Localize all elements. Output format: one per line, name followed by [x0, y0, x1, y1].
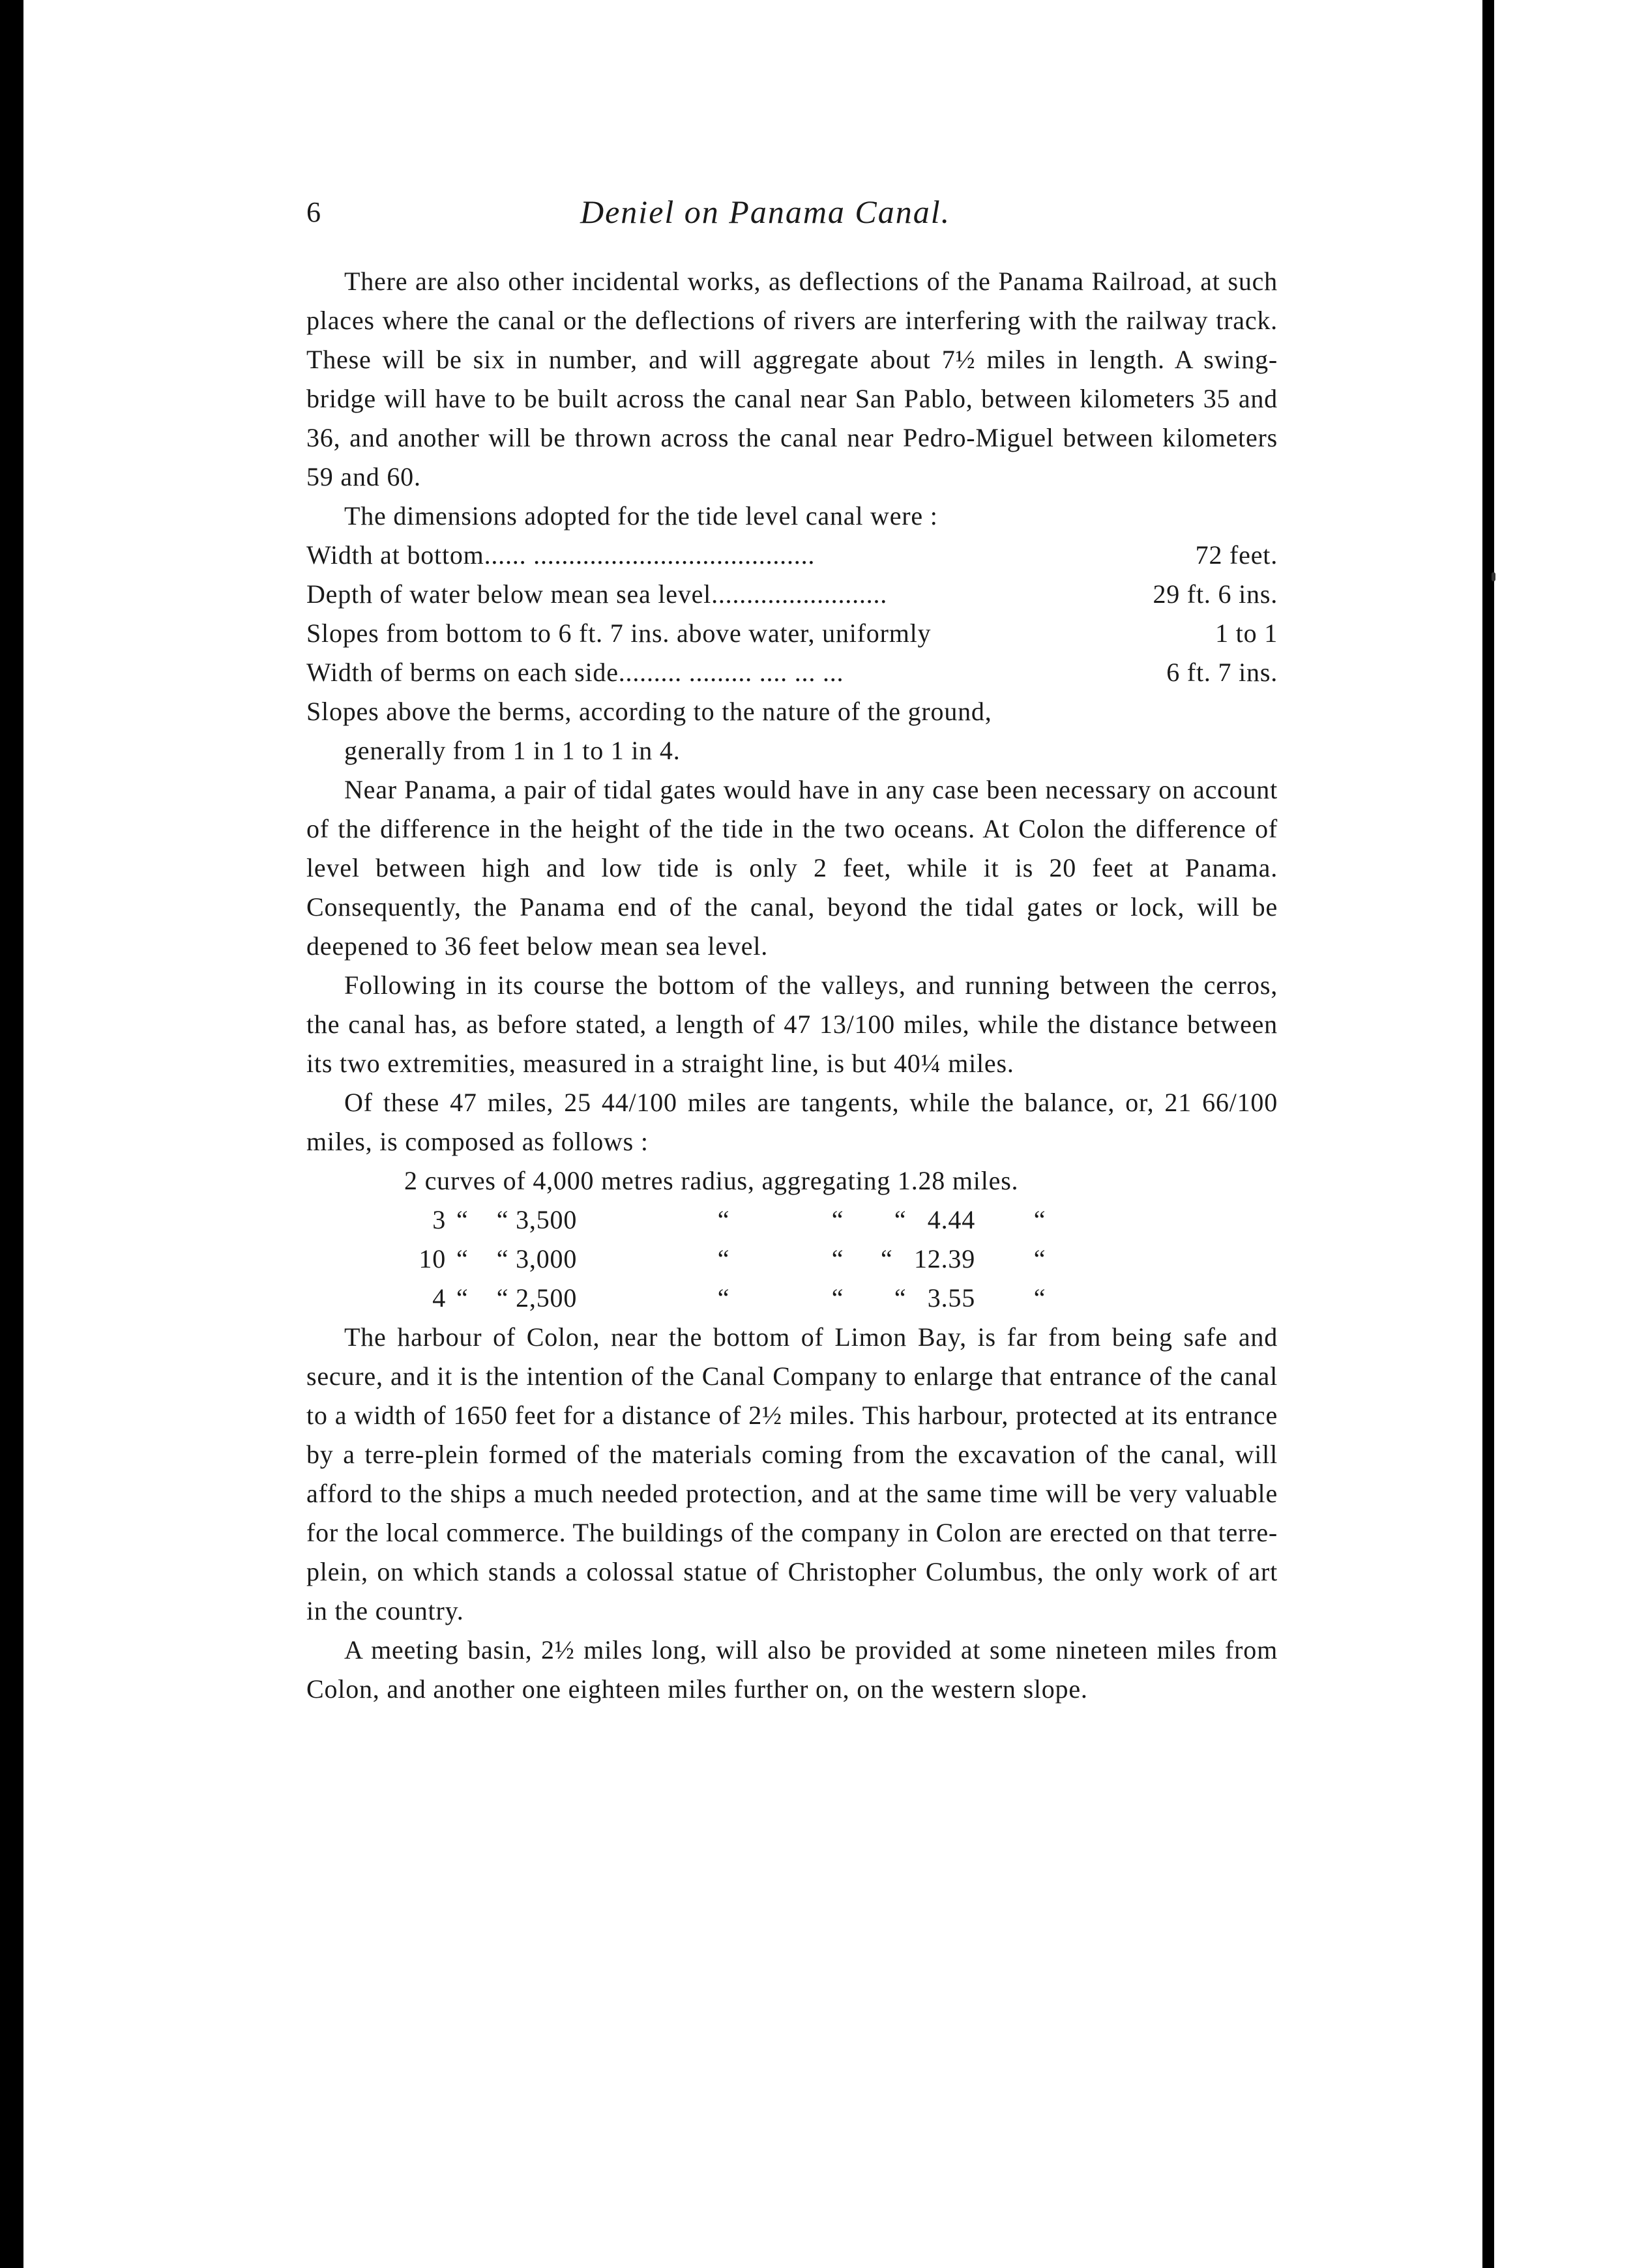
ditto-mark: “: [717, 1283, 730, 1313]
ditto-mark: “: [831, 1283, 844, 1313]
paragraph-incidental-works: There are also other incidental works, as deflections of the Panama Railroad, at such places where the canal or the deflections of rivers are interfering with the railway track. These will be six in number, and will aggregate about 7½ miles in length. A swing-bridge will have to be built across the canal near San Pablo, between kilometers 35 and 36, and another will be thrown across the canal near Pedro-Miguel between kilometers 59 and 60.: [306, 267, 1278, 491]
paragraph-tangents: Of these 47 miles, 25 44/100 miles are tangents, while the balance, or, 21 66/100 miles, is composed as follows :: [306, 1088, 1278, 1156]
miles-value: 3.55: [927, 1283, 975, 1313]
paragraph-colon-harbour: The harbour of Colon, near the bottom of Limon Bay, is far from being safe and secure, and it is the intention of the Canal Company to enlarge that entrance of the canal to a width of 1650 feet for a distance of 2½ miles. This harbour, protected at its entrance by a terre-plein formed of the materials coming from the excavation of the canal, will afford to the ships a much needed protection, and at the same time will be very valuable for the local commerce. The buildings of the company in Colon are erected on that terre-plein, on which stands a colossal statue of Christopher Columbus, the only work of art in the country.: [306, 1322, 1278, 1625]
dimensions-list: [306, 536, 1278, 770]
dimension-row: [306, 614, 1278, 653]
ditto-mark: “: [456, 1244, 469, 1273]
dimension-row: [306, 536, 1278, 575]
curve-miles: [880, 1240, 984, 1279]
ditto-mark: “: [894, 1283, 907, 1313]
ditto-mark: “: [1033, 1283, 1046, 1313]
curves-table: [404, 1161, 1147, 1318]
paragraph-tidal-gates: Near Panama, a pair of tidal gates would have in any case been necessary on account of the difference in the height of the tide in the two oceans. At Colon the difference of level between high and low tide is only 2 feet, while it is 20 feet at Panama. Consequently, the Panama end of the canal, beyond the tidal gates or lock, will be deepened to 36 feet below mean sea level.: [306, 775, 1278, 961]
dimension-value: 29 ft. 6 ins.: [1153, 579, 1278, 609]
radius-value: “ 3,500: [496, 1205, 578, 1234]
ditto-mark: “: [456, 1205, 469, 1234]
dimension-row: [306, 692, 1278, 731]
paragraph-dimensions-intro: The dimensions adopted for the tide level canal were :: [344, 501, 938, 531]
dimension-label: Slopes above the berms, according to the nature of the ground,: [306, 697, 992, 726]
ditto-mark: “: [881, 1244, 893, 1273]
adjacent-page-edge: [1494, 0, 1648, 2268]
curve-row-first: 2 curves of 4,000 metres radius, aggregating 1.28 miles.: [404, 1166, 1019, 1195]
dimension-value: 6 ft. 7 ins.: [1166, 658, 1278, 687]
ditto-mark: “: [1033, 1205, 1046, 1234]
curve-miles: [880, 1200, 984, 1240]
curve-count: 4: [432, 1283, 446, 1313]
binding-mark: [1492, 572, 1495, 581]
curve-miles: [880, 1279, 984, 1318]
dimension-value: [1265, 692, 1278, 731]
curve-radius: [456, 1200, 652, 1240]
dimension-label: Width at bottom...... ........................................: [306, 540, 816, 570]
ditto-mark: “: [1033, 1244, 1046, 1273]
curve-row: [404, 1200, 1147, 1240]
page-number: 6: [306, 196, 321, 228]
curve-count: 10: [419, 1244, 446, 1273]
ditto-mark: “: [456, 1283, 469, 1313]
curve-radius: [456, 1240, 652, 1279]
curve-row: [404, 1279, 1147, 1318]
dimension-value: 72 feet.: [1195, 540, 1278, 570]
ditto-mark: “: [717, 1244, 730, 1273]
paragraph-canal-length: Following in its course the bottom of the valleys, and running between the cerros, the canal has, as before stated, a length of 47 13/100 miles, while the distance between its two extremities, measured in a straight line, is but 40¼ miles.: [306, 970, 1278, 1078]
dimension-continuation: generally from 1 in 1 to 1 in 4.: [344, 736, 681, 765]
dimension-label: Slopes from bottom to 6 ft. 7 ins. above water, uniformly: [306, 618, 932, 648]
dimension-row: [306, 653, 1278, 692]
miles-value: 4.44: [927, 1205, 975, 1234]
curve-radius: [456, 1279, 652, 1318]
running-head: Deniel on Panama Canal.: [580, 194, 951, 230]
dimension-value: 1 to 1: [1215, 618, 1278, 648]
ditto-mark: “: [831, 1244, 844, 1273]
ditto-mark: “: [894, 1205, 907, 1234]
dimension-label: Depth of water below mean sea level.........................: [306, 579, 888, 609]
curve-count: 3: [432, 1205, 446, 1234]
page-body: [306, 262, 1278, 1709]
ditto-mark: “: [831, 1205, 844, 1234]
ditto-mark: “: [717, 1205, 730, 1234]
curve-row: [404, 1240, 1147, 1279]
miles-value: 12.39: [914, 1244, 975, 1273]
radius-value: “ 2,500: [496, 1283, 578, 1313]
radius-value: “ 3,000: [496, 1244, 578, 1273]
paragraph-meeting-basin: A meeting basin, 2½ miles long, will also be provided at some nineteen miles from Colon, and another one eighteen miles further on, on the western slope.: [306, 1635, 1278, 1704]
dimension-row: [306, 575, 1278, 614]
dimension-label: Width of berms on each side......... ......... .... ... ...: [306, 658, 844, 687]
